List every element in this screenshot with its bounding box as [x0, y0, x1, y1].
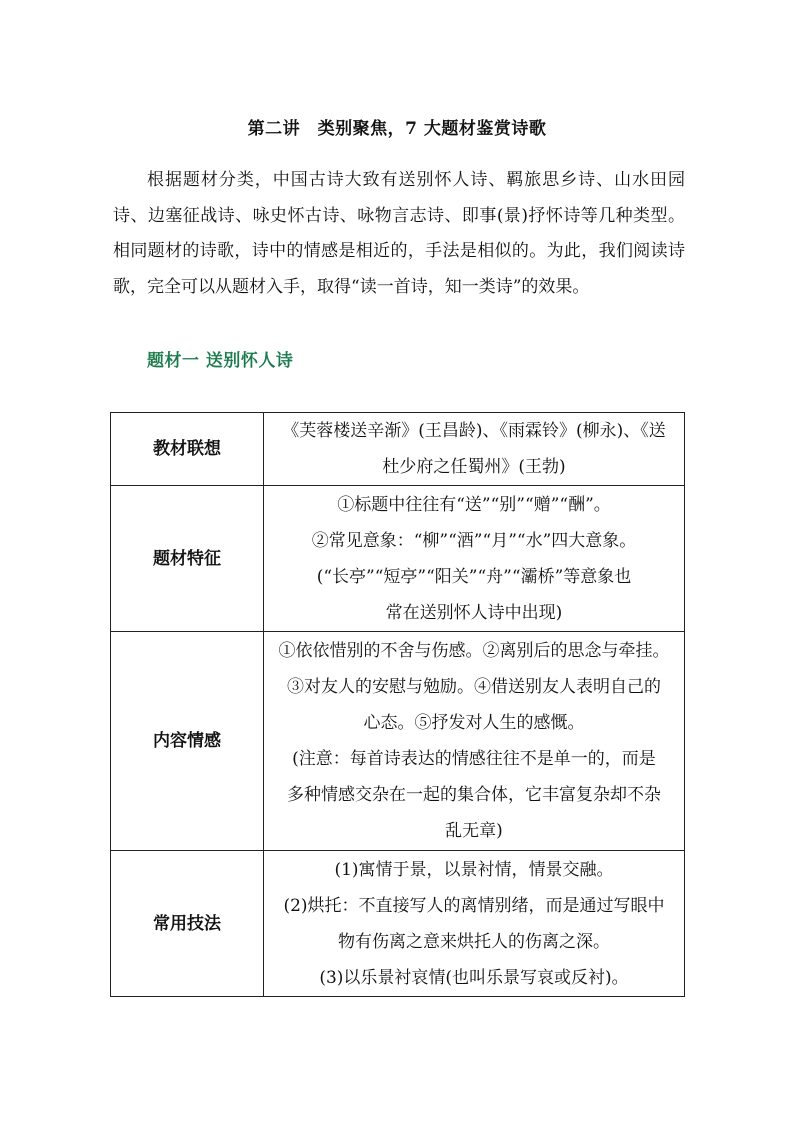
page-title: 第二讲 类别聚焦，7 大题材鉴赏诗歌 [247, 119, 547, 139]
content-line: ③对友人的安慰与勉励。④借送别友人表明自己的 [287, 677, 661, 697]
row-content [264, 851, 685, 997]
table-row [111, 632, 685, 851]
content-line: (2)烘托：不直接写人的离情别绪，而是通过写眼中 [283, 895, 665, 916]
row-content [264, 486, 685, 632]
content-line: ①依依惜别的不舍与伤感。②离别后的思念与牵挂。 [278, 641, 670, 661]
content-line: 杜少府之任蜀州》(王勃) [382, 457, 566, 477]
content-line: 乱无章) [445, 821, 503, 841]
row-label: 题材特征 [111, 486, 264, 632]
section-heading: 题材一 送别怀人诗 [147, 351, 294, 371]
table-row [111, 851, 685, 997]
content-line: ②常见意象：“柳”“酒”“月”“水”四大意象。 [311, 530, 637, 551]
row-label: 内容情感 [111, 632, 264, 851]
row-content [264, 632, 685, 851]
table-row [111, 413, 685, 486]
content-line: (3)以乐景衬哀情(也叫乐景写哀或反衬)。 [319, 967, 629, 988]
content-line: (注意：每首诗表达的情感往往不是单一的，而是 [292, 749, 656, 769]
content-line: (1)寓情于景，以景衬情，情景交融。 [334, 859, 614, 880]
table-row [111, 486, 685, 632]
content-line: 心态。⑤抒发对人生的感慨。 [363, 713, 585, 733]
content-line: (“长亭”“短亭”“阳关”“舟”“灞桥”等意象也 [316, 566, 632, 587]
content-line: ①标题中往往有“送”“别”“赠”“酬”。 [337, 494, 611, 515]
intro-paragraph: 根据题材分类，中国古诗大致有送别怀人诗、羁旅思乡诗、山水田园诗、边塞征战诗、咏史怀古诗、咏物言志诗、即事(景)抒怀诗等几种类型。相同题材的诗歌，诗中的情感是相近的，手法是相似的。为此，我们阅读诗歌，完全可以从题材入手，取得“读一首诗，知一类诗”的效果。 [113, 170, 685, 297]
content-line: 《芙蓉楼送辛渐》(王昌龄)、《雨霖铃》(柳永)、《送 [282, 421, 666, 441]
row-content [264, 413, 685, 486]
content-line: 物有伤离之意来烘托人的伤离之深。 [338, 931, 610, 952]
row-label: 常用技法 [111, 851, 264, 997]
row-label: 教材联想 [111, 413, 264, 486]
topic-table [110, 412, 685, 997]
content-line: 常在送别怀人诗中出现) [385, 602, 563, 623]
content-line: 多种情感交杂在一起的集合体，它丰富复杂却不杂 [287, 785, 661, 805]
